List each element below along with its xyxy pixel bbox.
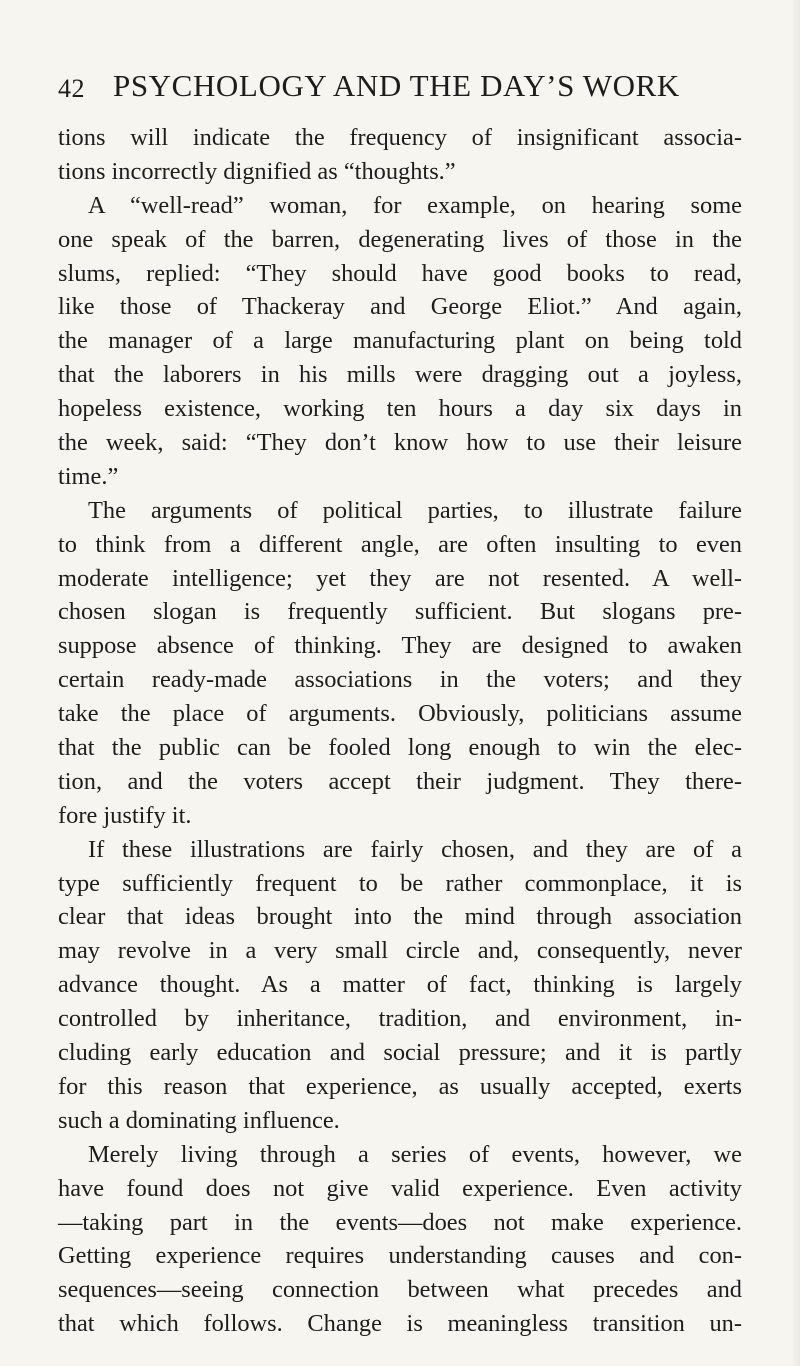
running-head-title: PSYCHOLOGY AND THE DAY’S WORK xyxy=(113,68,680,103)
text-line: take the place of arguments. Obviously, politicians assume xyxy=(58,700,742,728)
paragraph-start-line: A “well-read” woman, for example, on hearing some xyxy=(88,191,742,219)
text-line: tions will indicate the frequency of insignificant associa- xyxy=(58,124,742,151)
page-edge-shadow xyxy=(792,0,800,1366)
paragraph-start-line: If these illustrations are fairly chosen, and they are of a xyxy=(88,835,742,863)
text-line: fore justify it. xyxy=(58,801,192,829)
text-line: clear that ideas brought into the mind through association xyxy=(58,903,742,931)
text-line: may revolve in a very small circle and, consequently, never xyxy=(58,937,742,965)
text-line: certain ready-made associations in the voters; and they xyxy=(58,666,742,694)
text-line: moderate intelligence; yet they are not resented. A well- xyxy=(58,564,742,592)
text-line: the manager of a large manufacturing plant on being told xyxy=(58,327,742,355)
text-line: hopeless existence, working ten hours a day six days in xyxy=(58,395,742,423)
text-line: —taking part in the events—does not make experience. xyxy=(58,1208,742,1236)
text-line: advance thought. As a matter of fact, thinking is largely xyxy=(58,971,742,999)
text-line: sequences—seeing connection between what precedes and xyxy=(58,1276,742,1304)
text-line: like those of Thackeray and George Eliot.” And again, xyxy=(58,293,742,321)
text-line: to think from a different angle, are often insulting to even xyxy=(58,530,742,558)
text-line: time.” xyxy=(58,462,119,490)
body-text xyxy=(58,121,742,1341)
text-line: have found does not give valid experience. Even activity xyxy=(58,1174,742,1202)
page-number: 42 xyxy=(58,74,85,103)
text-line: controlled by inheritance, tradition, and environment, in- xyxy=(58,1005,742,1033)
text-line: such a dominating influence. xyxy=(58,1106,340,1134)
text-line: one speak of the barren, degenerating lives of those in the xyxy=(58,225,742,253)
text-line: Getting experience requires understanding causes and con- xyxy=(58,1242,742,1270)
text-line: that the public can be fooled long enough to win the elec- xyxy=(58,734,742,762)
text-line: the week, said: “They don’t know how to use their leisure xyxy=(58,429,742,457)
paragraph-start-line: Merely living through a series of events, however, we xyxy=(88,1140,742,1168)
text-line: suppose absence of thinking. They are designed to awaken xyxy=(58,632,742,660)
text-line: chosen slogan is frequently sufficient. But slogans pre- xyxy=(58,598,742,626)
text-line: cluding early education and social pressure; and it is partly xyxy=(58,1039,742,1067)
paragraph-start-line: The arguments of political parties, to illustrate failure xyxy=(88,496,742,524)
text-line: for this reason that experience, as usually accepted, exerts xyxy=(58,1072,742,1100)
text-line: tions incorrectly dignified as “thoughts.” xyxy=(58,157,456,185)
text-line: that which follows. Change is meaningless transition un- xyxy=(58,1310,742,1338)
running-head xyxy=(58,68,742,108)
text-line: tion, and the voters accept their judgment. They there- xyxy=(58,767,742,795)
text-line: that the laborers in his mills were dragging out a joyless, xyxy=(58,361,742,389)
text-line: type sufficiently frequent to be rather commonplace, it is xyxy=(58,869,742,897)
text-line: slums, replied: “They should have good books to read, xyxy=(58,259,742,287)
